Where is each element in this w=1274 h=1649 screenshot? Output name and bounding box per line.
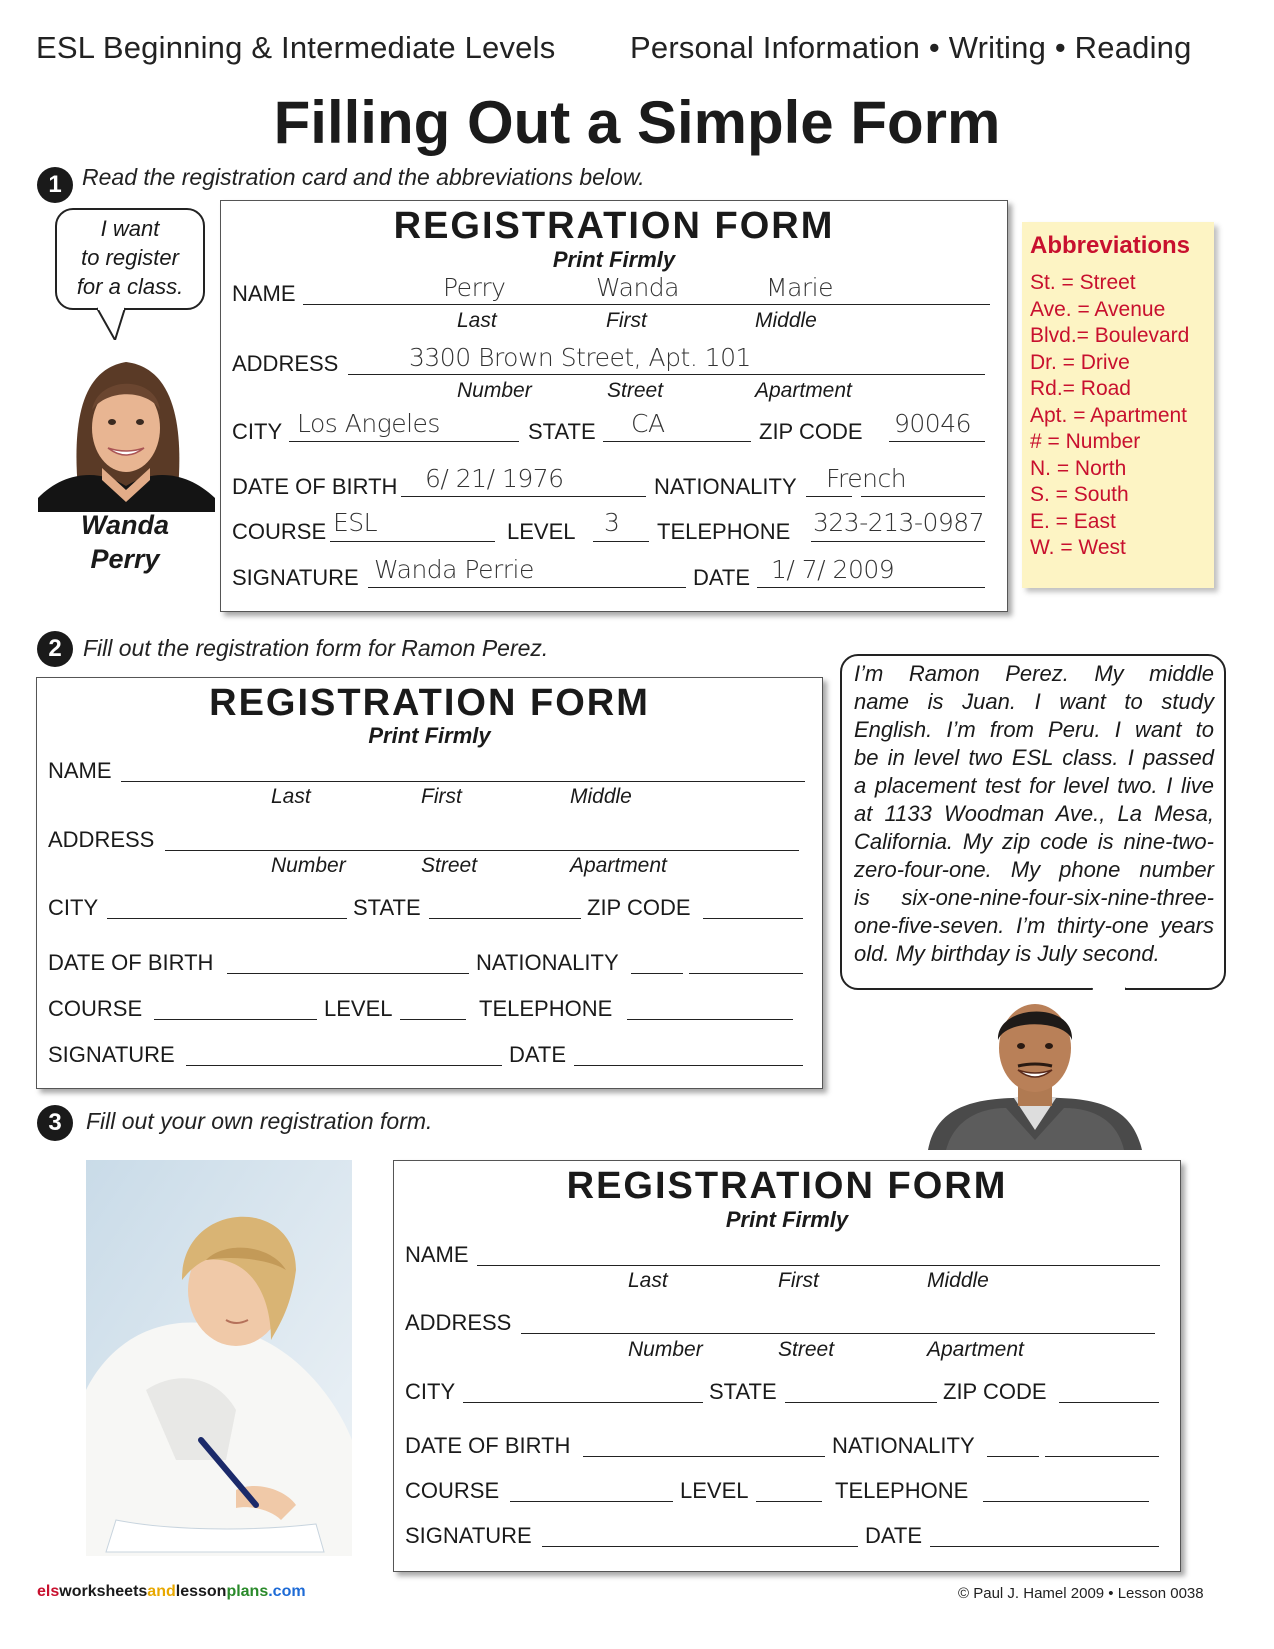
step-2-instruction: Fill out the registration form for Ramon Perez. — [83, 635, 549, 661]
last-caption: Last — [457, 309, 497, 332]
state-label: STATE — [353, 895, 421, 920]
middle-caption: Middle — [570, 785, 632, 808]
ramon-line: California. My zip code is nine-two- — [854, 829, 1214, 854]
abbreviation-item: W. = West — [1030, 536, 1126, 559]
nationality-label: NATIONALITY — [832, 1433, 975, 1458]
first-caption: First — [606, 309, 647, 332]
wanda-speech-bubble — [55, 208, 205, 310]
signature-value: Wanda Perrie — [374, 555, 534, 584]
apartment-caption: Apartment — [570, 854, 667, 877]
form-subtitle: Print Firmly — [368, 723, 491, 748]
abbreviation-item: Blvd.= Boulevard — [1030, 324, 1190, 347]
state-line — [603, 441, 751, 442]
state-line[interactable] — [429, 918, 581, 919]
abbreviation-item: Ave. = Avenue — [1030, 297, 1166, 321]
city-label: CITY — [232, 419, 283, 444]
signature-line — [368, 587, 686, 588]
last-caption: Last — [628, 1269, 668, 1292]
apartment-caption: Apartment — [755, 379, 852, 402]
name-last-value: Perry — [443, 273, 506, 302]
bubble-line: I want — [100, 216, 160, 241]
course-label: COURSE — [405, 1478, 500, 1503]
date-line — [757, 587, 985, 588]
address-label: ADDRESS — [232, 351, 339, 376]
abbreviations-list — [1030, 270, 1214, 562]
dob-line[interactable] — [583, 1456, 825, 1457]
city-label: CITY — [48, 895, 99, 920]
address-line — [348, 374, 985, 375]
nationality-line-a[interactable] — [631, 973, 683, 974]
date-label: DATE — [693, 565, 751, 590]
level-value: 3 — [604, 508, 620, 537]
registration-form-own — [393, 1160, 1181, 1572]
registration-form-example — [220, 200, 1008, 612]
course-line[interactable] — [510, 1501, 673, 1502]
step-1-instruction: Read the registration card and the abbreviations below. — [82, 164, 645, 190]
form-title: REGISTRATION FORM — [566, 1165, 1008, 1207]
course-line[interactable] — [154, 1019, 317, 1020]
footer-website[interactable] — [37, 1583, 306, 1601]
date-line[interactable] — [574, 1065, 803, 1066]
step-3-instruction: Fill out your own registration form. — [86, 1108, 433, 1134]
telephone-line — [811, 541, 985, 542]
date-label: DATE — [509, 1042, 567, 1067]
level-label: LEVEL — [680, 1478, 749, 1503]
middle-caption: Middle — [927, 1269, 989, 1292]
telephone-line[interactable] — [983, 1501, 1149, 1502]
site-part: els — [37, 1583, 60, 1600]
street-caption: Street — [607, 379, 664, 402]
abbreviation-item: # = Number — [1030, 430, 1141, 453]
ramon-line: I’m Ramon Perez. My middle — [854, 661, 1214, 686]
ramon-line: one-five-seven. I’m thirty-one years — [854, 913, 1214, 938]
name-middle-value: Marie — [766, 273, 833, 302]
abbreviations-title: Abbreviations — [1030, 232, 1191, 259]
nationality-value: French — [826, 464, 907, 493]
state-line[interactable] — [785, 1402, 937, 1403]
zip-label: ZIP CODE — [759, 419, 863, 444]
registration-form-ramon — [36, 677, 823, 1089]
footer-copyright: © Paul J. Hamel 2009 • Lesson 0038 — [958, 1585, 1204, 1602]
nationality-line-b[interactable] — [1045, 1456, 1159, 1457]
city-line[interactable] — [463, 1402, 703, 1403]
signature-line[interactable] — [542, 1546, 858, 1547]
nationality-line-b[interactable] — [689, 973, 803, 974]
bubble-line: for a class. — [76, 274, 184, 299]
apartment-caption: Apartment — [927, 1338, 1024, 1361]
ramon-line: is six-one-nine-four-six-nine-three- — [854, 885, 1214, 910]
level-line[interactable] — [756, 1501, 822, 1502]
name-label: NAME — [405, 1242, 469, 1267]
level-label: LEVEL — [507, 519, 576, 544]
bubble-line: to register — [81, 245, 179, 270]
ramon-line: zero-four-one. My phone number — [854, 857, 1214, 882]
abbreviation-item: Rd.= Road — [1030, 377, 1131, 400]
form-subtitle: Print Firmly — [552, 247, 676, 272]
nationality-label: NATIONALITY — [476, 950, 619, 975]
abbreviation-item: N. = North — [1030, 456, 1127, 480]
wanda-photo — [38, 340, 215, 512]
nationality-line-a[interactable] — [987, 1456, 1039, 1457]
name-first-value: Wanda — [596, 273, 679, 302]
course-label: COURSE — [48, 996, 143, 1021]
caption-last-name: Perry — [90, 544, 160, 574]
nationality-label: NATIONALITY — [654, 474, 797, 499]
site-part: plans — [226, 1583, 269, 1600]
telephone-label: TELEPHONE — [835, 1478, 969, 1503]
state-value: CA — [631, 409, 665, 438]
course-line — [330, 541, 495, 542]
abbreviation-item: E. = East — [1030, 509, 1116, 533]
level-line — [593, 541, 649, 542]
page-title: Filling Out a Simple Form — [273, 89, 1001, 156]
ramon-photo — [926, 990, 1144, 1150]
zip-label: ZIP CODE — [587, 895, 691, 920]
site-part: worksheets — [59, 1583, 148, 1600]
ramon-line: English. I’m from Peru. I want to — [854, 717, 1214, 742]
abbreviation-item: St. = Street — [1030, 271, 1136, 294]
nationality-line-b — [861, 496, 985, 497]
name-line[interactable] — [121, 781, 805, 782]
name-line — [303, 304, 990, 305]
site-part: lesson — [175, 1583, 227, 1600]
street-caption: Street — [778, 1338, 835, 1361]
header-level: ESL Beginning & Intermediate Levels — [36, 30, 556, 65]
last-caption: Last — [271, 785, 311, 808]
signature-label: SIGNATURE — [48, 1042, 175, 1067]
signature-label: SIGNATURE — [405, 1523, 532, 1548]
step-2-badge: 2 — [37, 631, 73, 667]
city-value: Los Angeles — [297, 409, 440, 438]
dob-label: DATE OF BIRTH — [232, 474, 398, 499]
nationality-line-a — [806, 496, 852, 497]
dob-label: DATE OF BIRTH — [405, 1433, 571, 1458]
date-value: 1/ 7/ 2009 — [771, 555, 895, 584]
telephone-line[interactable] — [627, 1019, 793, 1020]
telephone-value: 323-213-0987 — [813, 508, 985, 537]
address-line[interactable] — [165, 850, 799, 851]
zip-label: ZIP CODE — [943, 1379, 1047, 1404]
dob-value: 6/ 21/ 1976 — [425, 464, 564, 493]
telephone-label: TELEPHONE — [657, 519, 791, 544]
site-part: .com — [268, 1583, 306, 1600]
zip-line[interactable] — [703, 918, 803, 919]
ramon-line: name is Juan. I want to study — [854, 689, 1214, 714]
level-label: LEVEL — [324, 996, 393, 1021]
abbreviation-item: Dr. = Drive — [1030, 350, 1130, 374]
address-line[interactable] — [521, 1333, 1155, 1334]
ramon-line: be in level two ESL class. I passed — [854, 745, 1214, 770]
signature-label: SIGNATURE — [232, 565, 359, 590]
date-label: DATE — [865, 1523, 923, 1548]
street-caption: Street — [421, 854, 478, 877]
city-label: CITY — [405, 1379, 456, 1404]
caption-first-name: Wanda — [80, 510, 169, 540]
signature-line[interactable] — [186, 1065, 502, 1066]
abbreviation-item: S. = South — [1030, 483, 1129, 506]
zip-line — [889, 441, 985, 442]
course-label: COURSE — [232, 519, 327, 544]
student-writing-photo — [86, 1160, 352, 1556]
ramon-speech-bubble — [840, 654, 1226, 990]
date-line[interactable] — [930, 1546, 1159, 1547]
ramon-line: at 1133 Woodman Ave., La Mesa, — [854, 801, 1214, 826]
level-line[interactable] — [400, 1019, 466, 1020]
state-label: STATE — [528, 419, 596, 444]
form-subtitle: Print Firmly — [725, 1207, 849, 1232]
number-caption: Number — [271, 854, 346, 877]
form-title: REGISTRATION FORM — [393, 205, 835, 247]
name-label: NAME — [232, 281, 296, 306]
dob-line[interactable] — [227, 973, 469, 974]
city-line[interactable] — [107, 918, 347, 919]
abbreviation-item: Apt. = Apartment — [1030, 403, 1188, 427]
number-caption: Number — [457, 379, 532, 402]
step-1-badge: 1 — [37, 167, 73, 203]
name-line[interactable] — [477, 1265, 1160, 1266]
state-label: STATE — [709, 1379, 777, 1404]
name-label: NAME — [48, 758, 112, 783]
form-title: REGISTRATION FORM — [209, 682, 650, 724]
abbreviations-box — [1022, 222, 1214, 588]
zip-value: 90046 — [894, 409, 972, 438]
step-3-badge: 3 — [37, 1105, 73, 1141]
telephone-label: TELEPHONE — [479, 996, 613, 1021]
number-caption: Number — [628, 1338, 703, 1361]
ramon-line: old. My birthday is July second. — [854, 941, 1160, 966]
city-line — [289, 441, 519, 442]
address-label: ADDRESS — [48, 827, 155, 852]
zip-line[interactable] — [1059, 1402, 1159, 1403]
first-caption: First — [778, 1269, 819, 1292]
middle-caption: Middle — [755, 309, 817, 332]
address-value: 3300 Brown Street, Apt. 101 — [409, 343, 751, 372]
course-value: ESL — [333, 508, 378, 537]
first-caption: First — [421, 785, 462, 808]
wanda-caption — [40, 508, 210, 576]
ramon-line: a placement test for level two. I live — [854, 773, 1214, 798]
address-label: ADDRESS — [405, 1310, 512, 1335]
site-part: and — [147, 1583, 176, 1600]
header-topics: Personal Information • Writing • Reading — [630, 30, 1192, 65]
dob-line — [401, 496, 646, 497]
dob-label: DATE OF BIRTH — [48, 950, 214, 975]
